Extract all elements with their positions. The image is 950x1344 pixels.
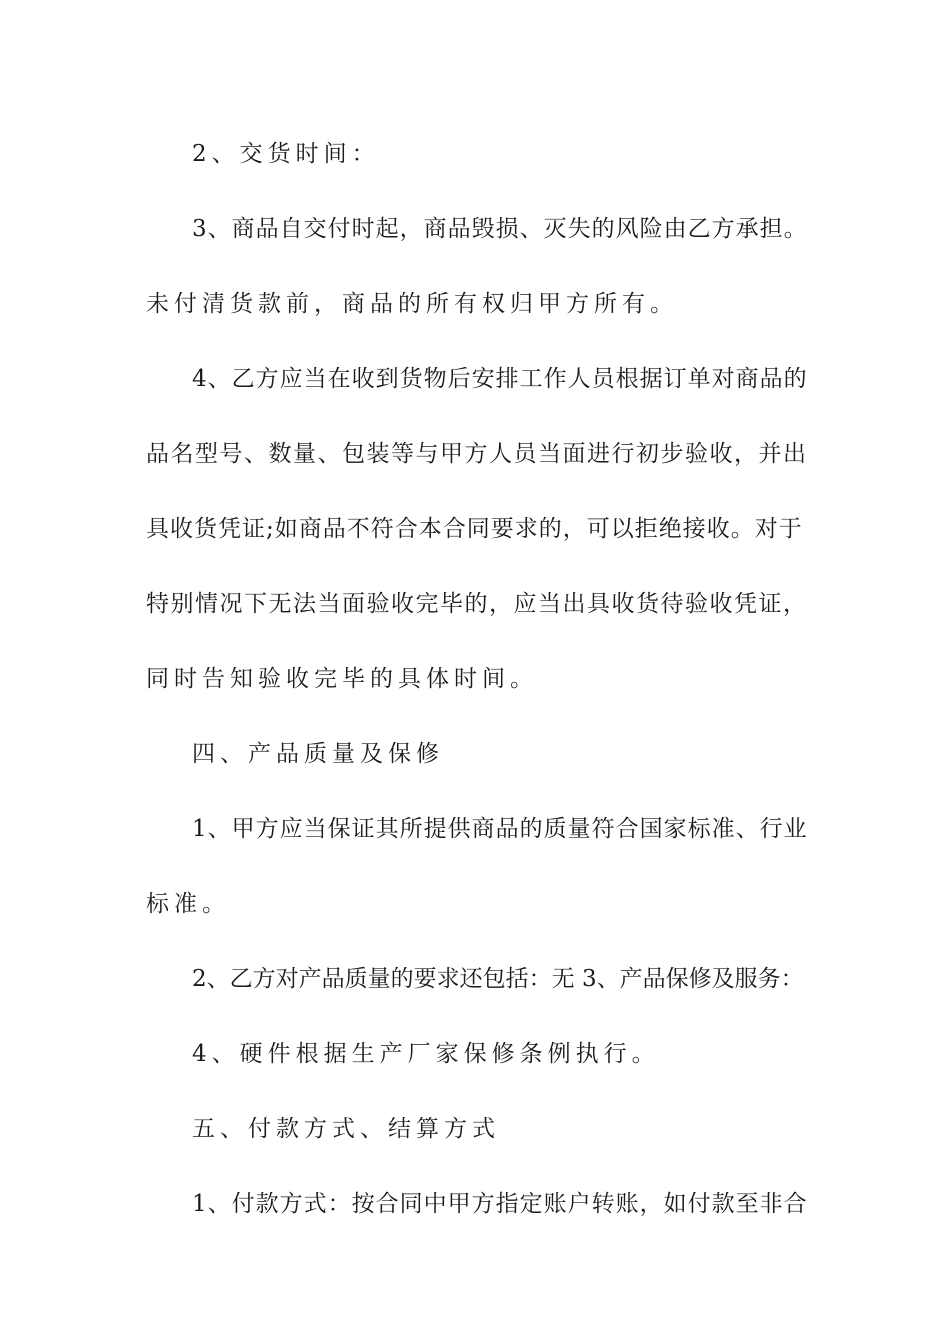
- paragraph-line: 3、商品自交付时起，商品毁损、灭失的风险由乙方承担。: [192, 216, 808, 242]
- paragraph-line: 1、甲方应当保证其所提供商品的质量符合国家标准、行业: [192, 816, 808, 842]
- paragraph-line: 标准。: [146, 891, 230, 917]
- paragraph-line: 同时告知验收完毕的具体时间。: [146, 666, 538, 692]
- section-heading: 四、产品质量及保修: [192, 741, 444, 767]
- paragraph-line: 4、硬件根据生产厂家保修条例执行。: [192, 1041, 660, 1067]
- paragraph-line: 未付清货款前，商品的所有权归甲方所有。: [146, 291, 678, 317]
- paragraph-line: 1、付款方式：按合同中甲方指定账户转账，如付款至非合: [192, 1191, 808, 1217]
- paragraph-line: 2、乙方对产品质量的要求还包括：无 3、产品保修及服务：: [192, 966, 804, 992]
- paragraph-line: 2、交货时间：: [192, 141, 380, 167]
- paragraph-line: 品名型号、数量、包装等与甲方人员当面进行初步验收，并出: [146, 441, 808, 467]
- section-heading: 五、付款方式、结算方式: [192, 1116, 500, 1142]
- paragraph-line: 特别情况下无法当面验收完毕的，应当出具收货待验收凭证，: [146, 591, 808, 617]
- paragraph-line: 具收货凭证;如商品不符合本合同要求的，可以拒绝接收。对于: [146, 516, 803, 542]
- paragraph-line: 4、乙方应当在收到货物后安排工作人员根据订单对商品的: [192, 366, 808, 392]
